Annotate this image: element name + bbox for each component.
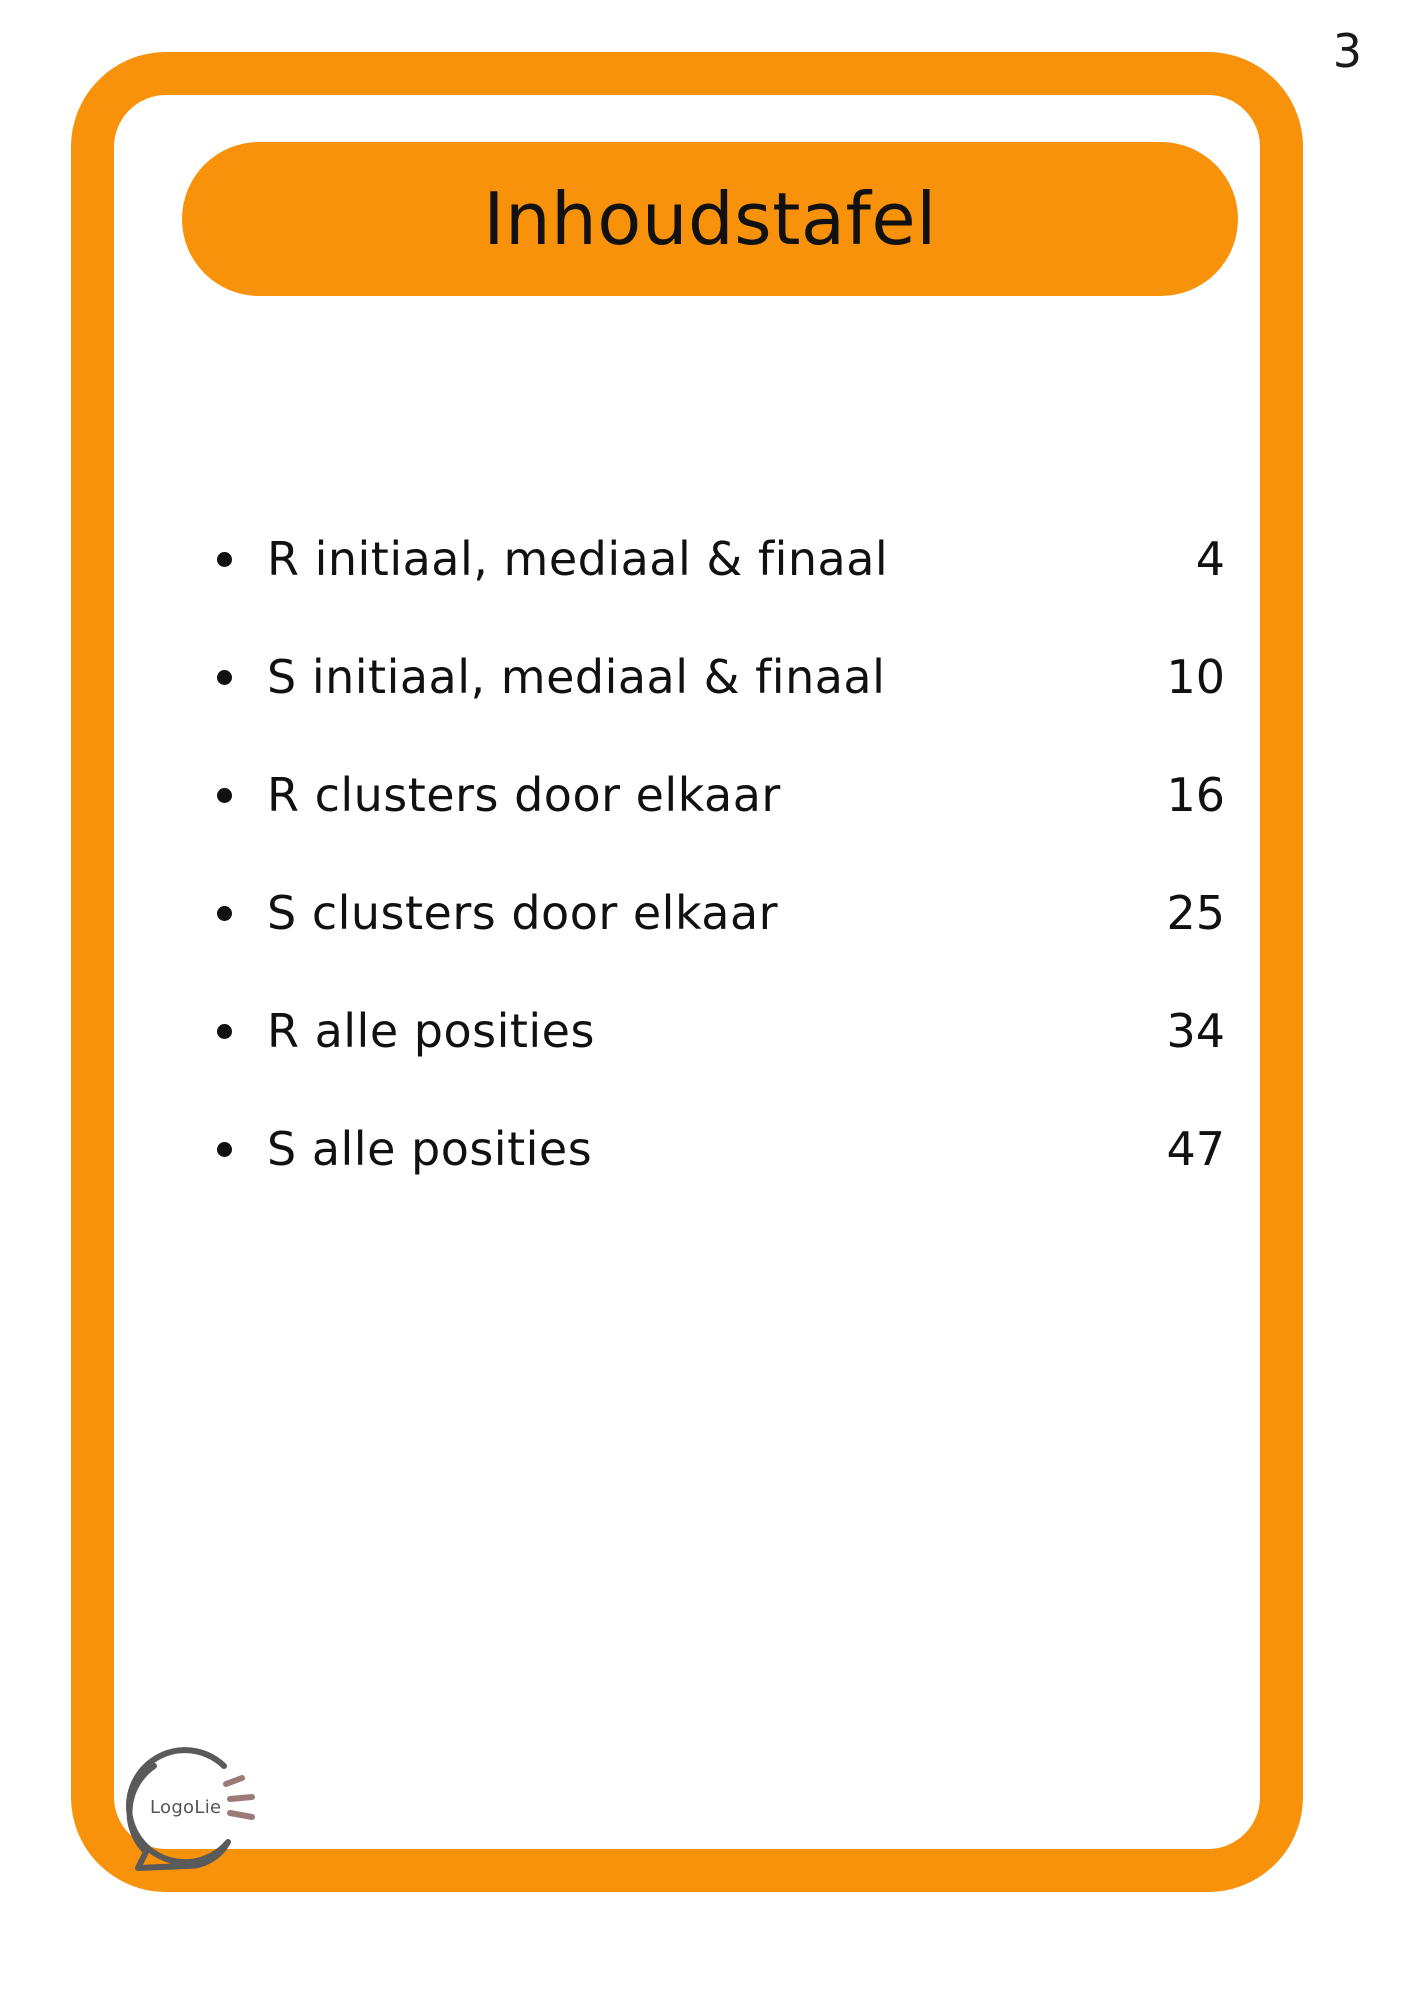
toc-item-page: 25 [1166,886,1225,940]
title-banner [182,142,1238,296]
toc-item[interactable] [215,736,1225,854]
logo-dash-1 [226,1778,242,1784]
toc-item[interactable] [215,500,1225,618]
bullet-icon [217,552,232,567]
logo-text: LogoLie [150,1797,222,1818]
bullet-icon [217,1142,232,1157]
toc-item[interactable] [215,854,1225,972]
logo-dash-3 [230,1813,252,1817]
toc-item-page: 10 [1166,650,1225,704]
page-title: Inhoudstafel [483,177,937,261]
page-number: 3 [1332,24,1362,78]
toc-item-label: S alle posities [267,1122,593,1176]
toc-item[interactable] [215,618,1225,736]
toc-item-page: 4 [1195,532,1225,586]
toc-item-page: 16 [1166,768,1225,822]
bullet-icon [217,670,232,685]
bullet-icon [217,788,232,803]
table-of-contents [215,500,1225,1208]
toc-item-label: R clusters door elkaar [267,768,781,822]
toc-item-page: 47 [1166,1122,1225,1176]
toc-item-page: 34 [1166,1004,1225,1058]
toc-item-label: S clusters door elkaar [267,886,779,940]
bullet-icon [217,906,232,921]
toc-item[interactable] [215,972,1225,1090]
toc-item-label: S initiaal, mediaal & finaal [267,650,886,704]
bullet-icon [217,1024,232,1039]
toc-item[interactable] [215,1090,1225,1208]
toc-item-label: R initiaal, mediaal & finaal [267,532,889,586]
toc-item-label: R alle posities [267,1004,595,1058]
logo-dash-2 [230,1797,252,1799]
